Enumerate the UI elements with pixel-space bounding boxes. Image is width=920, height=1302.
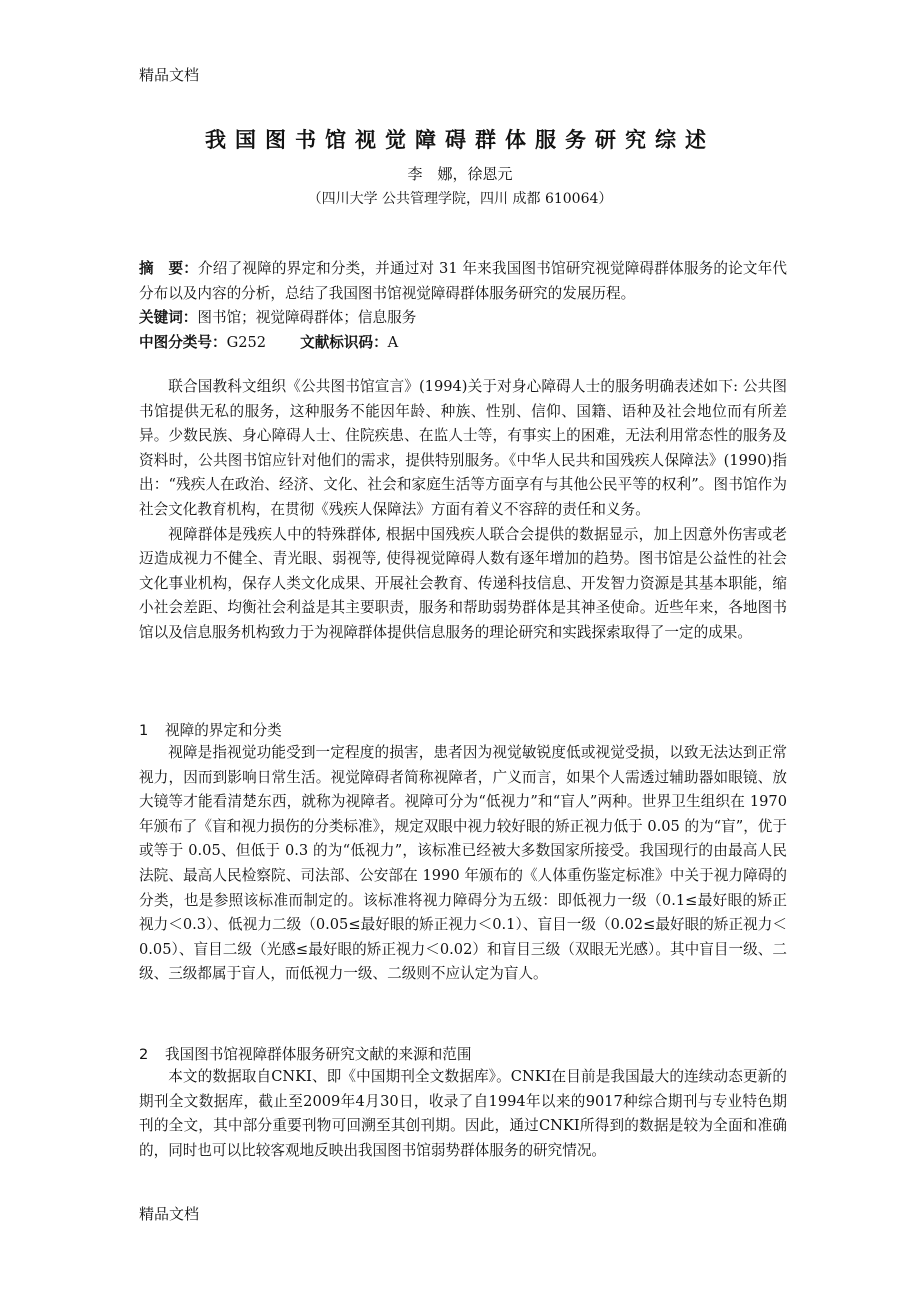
author-affiliation: （四川大学 公共管理学院，四川 成都 610064）	[307, 191, 613, 207]
keywords	[139, 306, 787, 331]
introduction	[139, 375, 787, 646]
doc-code-label: 文献标识码：	[300, 333, 388, 351]
section-1-body	[139, 741, 787, 987]
intro-paragraph: 视障群体是残疾人中的特殊群体, 根据中国残疾人联合会提供的数据显示，加上因意外伤害或老迈造成视力不健全、青光眼、弱视等, 使得视觉障碍人数有逐年增加的趋势。图书馆是公益性的社会文化事业机构，保存人类文化成果、开展社会教育、传递科技信息、开发智力资源是其基本职能，缩小社会差距、均衡社会利益是其主要职责，服务和帮助弱势群体是其神圣使命。近些年来，各地图书馆以及信息服务机构致力于为视障群体提供信息服务的理论研究和实践探索取得了一定的成果。	[139, 525, 787, 641]
section-title: 我国图书馆视障群体服务研究文献的来源和范围	[165, 1046, 472, 1063]
abstract-text: 介绍了视障的界定和分类，并通过对 31 年来我国图书馆研究视觉障碍群体服务的论文年代分布以及内容的分析，总结了我国图书馆视觉障碍群体服务研究的发展历程。	[139, 260, 787, 302]
page-header: 精品文档	[139, 66, 200, 84]
section-number: 1	[139, 722, 149, 739]
keywords-label: 关键词：	[139, 309, 198, 327]
classification-line	[139, 331, 787, 356]
paper-authors: 李 娜，徐恩元	[407, 165, 513, 183]
keywords-text: 图书馆；视觉障碍群体；信息服务	[197, 309, 417, 327]
section-2-heading	[139, 1043, 471, 1064]
section-title: 视障的界定和分类	[165, 722, 282, 739]
section-paragraph: 视障是指视觉功能受到一定程度的损害，患者因为视觉敏锐度低或视觉受损，以致无法达到正常视力，因而到影响日常生活。视觉障碍者简称视障者，广义而言，如果个人需透过辅助器如眼镜、放大镜等才能看清楚东西，就称为视障者。视障可分为“低视力”和“盲人”两种。世界卫生组织在 1970 年颁布了《盲和视力损伤的分类标准》，规定双眼中视力较好眼的矫正视力低于 0.05 的为“盲”，优于或等于 0.05、但低于 0.3 的为“低视力”，该标准已经被大多数国家所接受。我国现行的由最高人民法院、最高人民检察院、司法部、公安部在 1990 年颁布的《人体重伤鉴定标准》中关于视力障碍的分类，也是参照该标准而制定的。该标准将视力障碍分为五级：即低视力一级（0.1≤最好眼的矫正视力＜0.3）、低视力二级（0.05≤最好眼的矫正视力＜0.1）、盲目一级（0.02≤最好眼的矫正视力＜0.05）、盲目二级（光感≤最好眼的矫正视力＜0.02）和盲目三级（双眼无光感）。其中盲目一级、二级、三级都属于盲人，而低视力一级、二级则不应认定为盲人。	[139, 744, 787, 983]
abstract-block	[139, 257, 787, 355]
paper-title: 我国图书馆视觉障碍群体服务研究综述	[205, 128, 715, 152]
section-paragraph: 本文的数据取自CNKI、即《中国期刊全文数据库》。CNKI在目前是我国最大的连续动态更新的期刊全文数据库，截止至2009年4月30日，收录了自1994年以来的9017种综合期刊与专业特色期刊的全文，其中部分重要刊物可回溯至其创刊期。因此，通过CNKI所得到的数据是较为全面和准确的，同时也可以比较客观地反映出我国图书馆弱势群体服务的研究情况。	[139, 1068, 787, 1159]
doc-code-value: A	[387, 333, 399, 351]
classification-label: 中图分类号：	[139, 333, 227, 351]
section-1-heading	[139, 719, 282, 740]
abstract	[139, 257, 787, 306]
page-footer: 精品文档	[139, 1205, 200, 1223]
intro-paragraph: 联合国教科文组织《公共图书馆宣言》(1994)关于对身心障碍人士的服务明确表述如下: 公共图书馆提供无私的服务，这种服务不能因年龄、种族、性别、信仰、国籍、语种及社会地位而有所差异。少数民族、身心障碍人士、住院疾患、在监人士等，有事实上的困难，无法利用常态性的服务及资料时，公共图书馆应针对他们的需求，提供特别服务。《中华人民共和国残疾人保障法》(1990)指出：“残疾人在政治、经济、文化、社会和家庭生活等方面享有与其他公民平等的权利”。图书馆作为社会文化教育机构，在贯彻《残疾人保障法》方面有着义不容辞的责任和义务。	[139, 378, 787, 518]
section-2-body	[139, 1065, 787, 1163]
abstract-label: 摘 要：	[139, 260, 199, 277]
section-number: 2	[139, 1046, 149, 1063]
classification-value: G252	[226, 333, 267, 351]
